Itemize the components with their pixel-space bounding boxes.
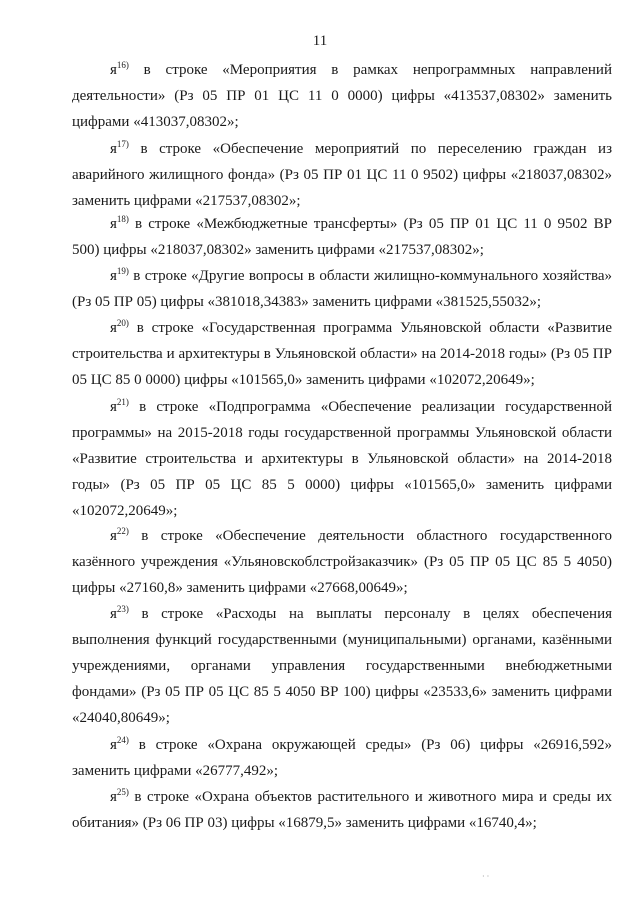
paragraph-text: в строке «Другие вопросы в области жилищно-коммунального хозяйства» (Рз 05 ПР 05) цифры «381018,34383» заменить цифрами «381525,55032»; — [72, 268, 612, 310]
paragraph-text: в строке «Мероприятия в рамках непрограммных направлений деятельности» (Рз 05 ПР 01 ЦС 11 0 0000) цифры «413537,08302» заменить цифрами «413037,08302»; — [72, 62, 612, 130]
page-number: 11 — [312, 33, 328, 49]
scan-specks: · · — [482, 872, 490, 881]
paragraph-text: в строке «Межбюджетные трансферты» (Рз 05 ПР 01 ЦС 11 0 9502 ВР 500) цифры «218037,08302» заменить цифрами «217537,08302»; — [72, 216, 612, 258]
paragraph-22: $я^{22)}$ в строке «Обеспечение деятельности областного государственного казённого учреждения «Ульяновскоблстройзаказчик» (Рз 05 ПР 05 ЦС 85 5 4050) цифры «27160,8» заменить цифрами «27668,00649»; — [72, 526, 612, 596]
paragraph-text: в строке «Обеспечение деятельности областного государственного казённого учреждения «Ульяновскоблстройзаказчик» (Рз 05 ПР 05 ЦС 85 5 4050) цифры «27160,8» заменить цифрами «27668,00649»; — [72, 528, 612, 596]
footnote-marker: 25) — [116, 787, 129, 797]
footnote-marker: 23) — [116, 604, 129, 614]
footnote-marker: 21) — [116, 397, 129, 407]
paragraph-21: $я^{21)}$ в строке «Подпрограмма «Обеспечение реализации государственной программы» на 2015-2018 годы государственной программы Ульяновской области «Развитие строительства и архитектуры в Ульяновской области» на 2014-2018 годы» (Рз 05 ПР 05 ЦС 85 5 0000) цифры «101565,0» заменить цифрами «102072,20649»; — [72, 397, 612, 519]
paragraph-17: $я^{17)}$ в строке «Обеспечение мероприятий по переселению граждан из аварийного жилищного фонда» (Рз 05 ПР 01 ЦС 11 0 9502) цифры «218037,08302» заменить цифрами «217537,08302»; — [72, 139, 612, 209]
footnote-marker: 17) — [116, 139, 129, 149]
paragraph-16: $я^{16)}$ в строке «Мероприятия в рамках непрограммных направлений деятельности» (Рз 05 ПР 01 ЦС 11 0 0000) цифры «413537,08302» заменить цифрами «413037,08302»; — [72, 60, 612, 130]
paragraph-19: $я^{19)}$ в строке «Другие вопросы в области жилищно-коммунального хозяйства» (Рз 05 ПР 05) цифры «381018,34383» заменить цифрами «381525,55032»; — [72, 266, 612, 310]
footnote-marker: 19) — [116, 266, 129, 276]
paragraph-24: $я^{24)}$ в строке «Охрана окружающей среды» (Рз 06) цифры «26916,592» заменить цифрами «26777,492»; — [72, 735, 612, 779]
paragraph-text: в строке «Подпрограмма «Обеспечение реализации государственной программы» на 2015-2018 годы государственной программы Ульяновской области «Развитие строительства и архитектуры в Ульяновской области» на 2014-2018 годы» (Рз 05 ПР 05 ЦС 85 5 0000) цифры «101565,0» заменить цифрами «102072,20649»; — [72, 399, 612, 519]
paragraph-20: $я^{20)}$ в строке «Государственная программа Ульяновской области «Развитие строительства и архитектуры в Ульяновской области» на 2014-2018 годы» (Рз 05 ПР 05 ЦС 85 0 0000) цифры «101565,0» заменить цифрами «102072,20649»; — [72, 318, 612, 388]
footnote-marker: 16) — [116, 60, 129, 70]
paragraph-text: в строке «Государственная программа Ульяновской области «Развитие строительства и архитектуры в Ульяновской области» на 2014-2018 годы» (Рз 05 ПР 05 ЦС 85 0 0000) цифры «101565,0» заменить цифрами «102072,20649»; — [72, 320, 612, 388]
paragraph-23: $я^{23)}$ в строке «Расходы на выплаты персоналу в целях обеспечения выполнения функций государственными (муниципальными) органами, казёнными учреждениями, органами управления государственными внебюджетными фондами» (Рз 05 ПР 05 ЦС 85 5 4050 ВР 100) цифры «23533,6» заменить цифрами «24040,80649»; — [72, 604, 612, 726]
paragraph-text: в строке «Охрана объектов растительного и животного мира и среды их обитания» (Рз 06 ПР 03) цифры «16879,5» заменить цифрами «16740,4»; — [72, 789, 612, 831]
paragraph-text: в строке «Расходы на выплаты персоналу в целях обеспечения выполнения функций государственными (муниципальными) органами, казёнными учреждениями, органами управления государственными внебюджетными фондами» (Рз 05 ПР 05 ЦС 85 5 4050 ВР 100) цифры «23533,6» заменить цифрами «24040,80649»; — [72, 606, 612, 726]
footnote-marker: 20) — [116, 318, 129, 328]
paragraph-text: в строке «Обеспечение мероприятий по переселению граждан из аварийного жилищного фонда» (Рз 05 ПР 01 ЦС 11 0 9502) цифры «218037,08302» заменить цифрами «217537,08302»; — [72, 141, 612, 209]
footnote-marker: 18) — [116, 214, 129, 224]
footnote-marker: 24) — [116, 735, 129, 745]
footnote-marker: 22) — [116, 526, 129, 536]
paragraph-18: $я^{18)}$ в строке «Межбюджетные трансферты» (Рз 05 ПР 01 ЦС 11 0 9502 ВР 500) цифры «218037,08302» заменить цифрами «217537,08302»; — [72, 214, 612, 258]
paragraph-text: в строке «Охрана окружающей среды» (Рз 06) цифры «26916,592» заменить цифрами «26777,492»; — [72, 737, 612, 779]
paragraph-25: $я^{25)}$ в строке «Охрана объектов растительного и животного мира и среды их обитания» (Рз 06 ПР 03) цифры «16879,5» заменить цифрами «16740,4»; — [72, 787, 612, 831]
